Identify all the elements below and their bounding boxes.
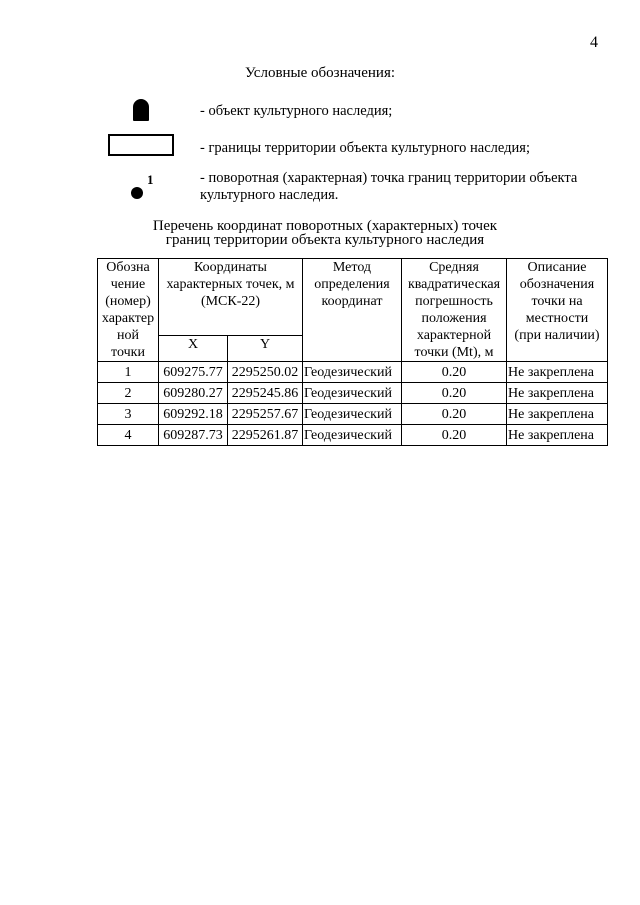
- header-desc-line: Описание: [527, 260, 587, 275]
- header-num-line: чение: [110, 277, 146, 292]
- header-error-line: квадратическая: [407, 277, 501, 292]
- cell-method: Геодезический: [303, 404, 402, 425]
- header-x: X: [159, 335, 228, 362]
- header-description: [507, 259, 608, 362]
- cell-x: 609292.18: [159, 404, 228, 425]
- cell-x: 609287.73: [159, 425, 228, 446]
- cell-y: 2295257.67: [228, 404, 303, 425]
- cell-error: 0.20: [402, 404, 507, 425]
- cell-point-number: 4: [98, 425, 159, 446]
- table-row: [98, 425, 608, 446]
- header-point-number: [98, 259, 159, 362]
- header-method-line: Метод: [332, 260, 372, 275]
- header-coords-line: (МСК-22): [200, 294, 261, 309]
- cell-point-number: 2: [98, 383, 159, 404]
- header-method: [303, 259, 402, 362]
- header-method-line: определения: [314, 277, 390, 292]
- header-error-line: положения: [421, 311, 487, 326]
- header-coords-line: характерных точек, м: [166, 277, 295, 292]
- header-error: [402, 259, 507, 362]
- cell-y: 2295261.87: [228, 425, 303, 446]
- cell-point-number: 1: [98, 362, 159, 383]
- cell-y: 2295250.02: [228, 362, 303, 383]
- cell-point-number: 3: [98, 404, 159, 425]
- header-error-line: погрешность: [415, 294, 493, 309]
- cell-y: 2295245.86: [228, 383, 303, 404]
- cell-error: 0.20: [402, 362, 507, 383]
- point-icon-label: 1: [147, 172, 154, 187]
- cell-description: Не закреплена: [507, 404, 608, 425]
- monument-icon: [133, 99, 149, 121]
- cell-method: Геодезический: [303, 383, 402, 404]
- table-row: [98, 383, 608, 404]
- cell-description: Не закреплена: [507, 425, 608, 446]
- header-y: Y: [228, 335, 303, 362]
- header-error-line: характерной: [416, 328, 492, 343]
- header-desc-line: обозначения: [519, 277, 595, 292]
- page-number: 4: [590, 34, 598, 51]
- legend-item-monument: - объект культурного наследия;: [200, 103, 393, 119]
- legend-item-point-line2: культурного наследия.: [200, 187, 339, 203]
- header-num-line: точки: [111, 345, 145, 360]
- header-desc-line: местности: [525, 311, 589, 326]
- legend-title: Условные обозначения:: [244, 65, 396, 81]
- table-row: [98, 404, 608, 425]
- header-desc-line: точки на: [531, 294, 583, 309]
- boundary-rect-icon: [108, 134, 174, 156]
- cell-description: Не закреплена: [507, 383, 608, 404]
- table-title: [0, 219, 640, 247]
- cell-error: 0.20: [402, 425, 507, 446]
- header-error-line: точки (Mt), м: [414, 345, 494, 360]
- header-num-line: Обозна: [106, 260, 150, 275]
- legend-item-point-line1: - поворотная (характерная) точка границ территории объекта: [200, 170, 578, 186]
- table-title-line2: границ территории объекта культурного наследия: [165, 232, 485, 248]
- header-num-line: характер: [101, 311, 155, 326]
- header-method-line: координат: [321, 294, 383, 309]
- header-num-line: ной: [117, 328, 139, 343]
- cell-x: 609275.77: [159, 362, 228, 383]
- legend-item-boundary: - границы территории объекта культурного наследия;: [200, 140, 530, 156]
- legend-item-point: [200, 170, 577, 204]
- header-num-line: (номер): [105, 294, 151, 309]
- header-desc-line: (при наличии): [514, 328, 600, 343]
- cell-description: Не закреплена: [507, 362, 608, 383]
- table-title-line1: Перечень координат поворотных (характерных) точек: [152, 218, 498, 234]
- header-coordinates: [159, 259, 303, 336]
- cell-method: Геодезический: [303, 425, 402, 446]
- header-error-line: Средняя: [429, 260, 479, 275]
- point-icon: [131, 187, 143, 199]
- header-coords-line: Координаты: [194, 260, 267, 275]
- cell-x: 609280.27: [159, 383, 228, 404]
- cell-method: Геодезический: [303, 362, 402, 383]
- table-row: [98, 362, 608, 383]
- cell-error: 0.20: [402, 383, 507, 404]
- coordinates-table: [97, 258, 608, 446]
